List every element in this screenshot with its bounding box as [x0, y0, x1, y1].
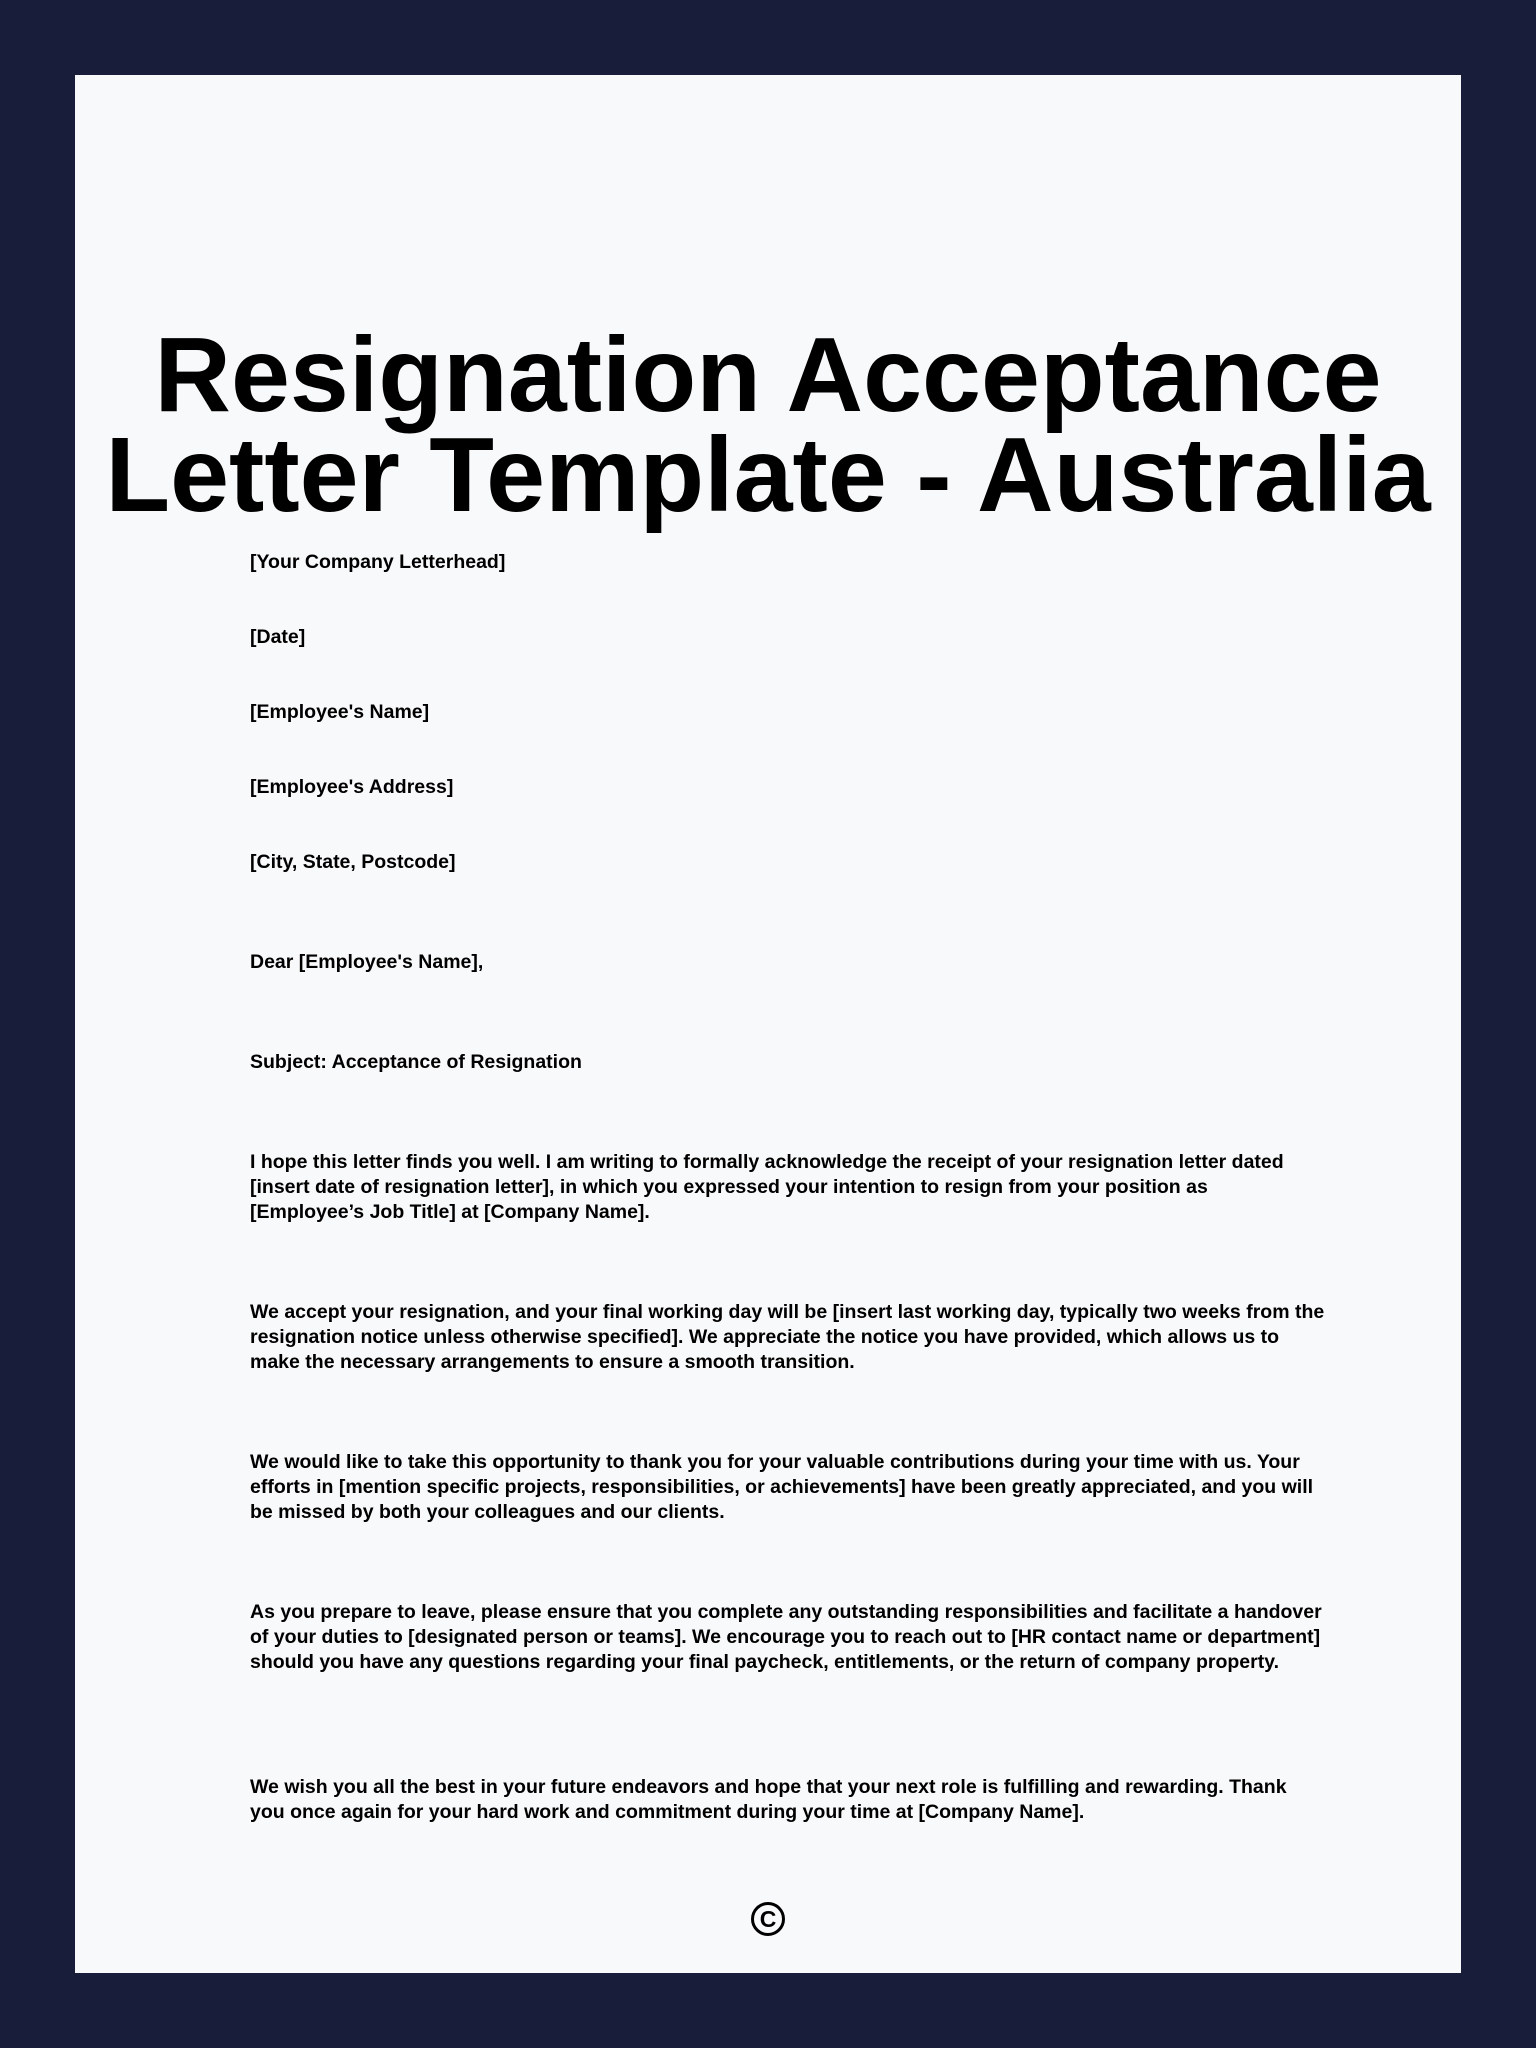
document-title	[75, 316, 1461, 534]
title-line-2: Letter Template - Australia	[105, 416, 1431, 534]
salutation: Dear [Employee's Name],	[250, 951, 484, 973]
copyright-letter: C	[759, 1905, 777, 1932]
copyright-icon	[751, 1902, 785, 1936]
title-line-1: Resignation Acceptance	[154, 316, 1382, 434]
paragraph-thanks: We would like to take this opportunity to thank you for your valuable contributions during your time with us. Your efforts in [mention specific projects, responsibilities, or achievements] have been greatly appreciated, and you will be missed by both your colleagues and our clients.	[250, 1451, 1314, 1523]
document-page	[75, 75, 1461, 1973]
paragraph-closing: We wish you all the best in your future endeavors and hope that your next role is fulfilling and rewarding. Thank you once again for your hard work and commitment during your time at [Company Name].	[250, 1776, 1287, 1823]
subject-line: Subject: Acceptance of Resignation	[250, 1051, 582, 1073]
employee-name: [Employee's Name]	[250, 701, 430, 723]
letter-date: [Date]	[250, 626, 306, 648]
paragraph-acceptance: We accept your resignation, and your final working day will be [insert last working day, typically two weeks from the resignation notice unless otherwise specified]. We appreciate the notice you have provided, which allows us to make the necessary arrangements to ensure a smooth transition.	[250, 1301, 1325, 1373]
paragraph-handover: As you prepare to leave, please ensure that you complete any outstanding responsibilities and facilitate a handover of your duties to [designated person or teams]. We encourage you to reach out to [HR contact name or department] should you have any questions regarding your final paycheck, entitlements, or the return of company property.	[250, 1601, 1322, 1673]
employee-address: [Employee's Address]	[250, 776, 454, 798]
copyright-footer	[75, 1897, 1461, 1941]
letterhead: [Your Company Letterhead]	[250, 551, 506, 573]
city-state-postcode: [City, State, Postcode]	[250, 851, 456, 873]
paragraph-acknowledgement: I hope this letter finds you well. I am writing to formally acknowledge the receipt of your resignation letter dated [insert date of resignation letter], in which you expressed your intention to resign from your position as [Employee’s Job Title] at [Company Name].	[250, 1151, 1284, 1223]
